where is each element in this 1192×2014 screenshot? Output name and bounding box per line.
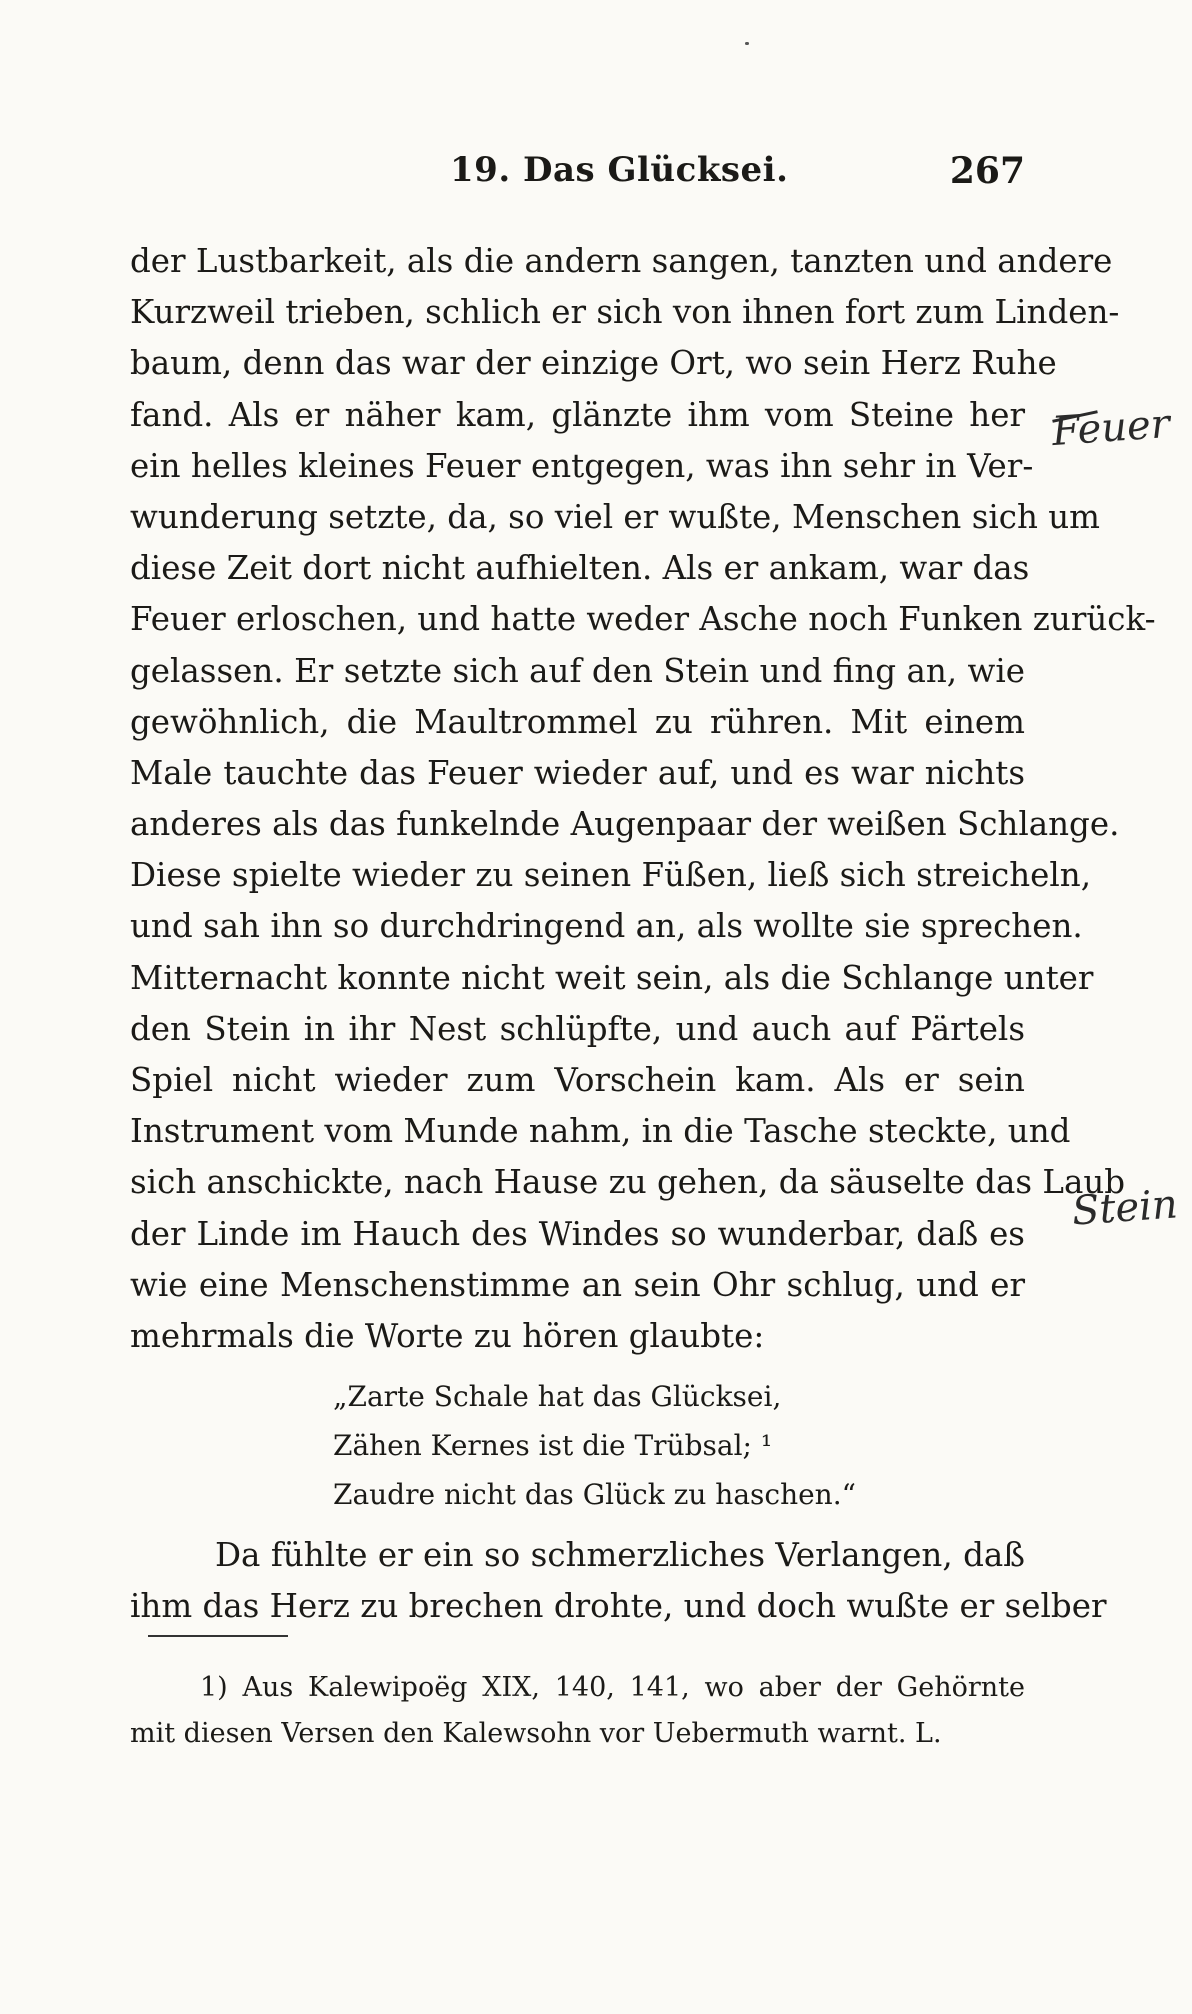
text-line: fand. Als er näher kam, glänzte ihm vom Steine her <box>130 395 1025 434</box>
chapter-title: 19. Das Glücksei. <box>450 150 789 190</box>
footnote-line: 1) Aus Kalewipoëg XIX, 140, 141, wo aber der Gehörnte <box>200 1672 1025 1703</box>
text-line: ein helles kleines Feuer entgegen, was ihn sehr in Ver- <box>130 446 1034 485</box>
text-line: Male tauchte das Feuer wieder auf, und es war nichts <box>130 753 1025 792</box>
text-line: anderes als das funkelnde Augenpaar der weißen Schlange. <box>130 805 1120 844</box>
margin-note-stein: Stein <box>1070 1181 1180 1235</box>
text-line: wie eine Menschenstimme an sein Ohr schlug, und er <box>130 1265 1025 1304</box>
footnote <box>130 1665 1025 1757</box>
text-line: Spiel nicht wieder zum Vorschein kam. Als er sein <box>130 1061 1025 1099</box>
paragraph-two <box>130 1530 1107 1632</box>
text-line: der Lustbarkeit, als die andern sangen, tanzten und andere <box>130 242 1113 280</box>
main-text <box>130 236 1156 1362</box>
verse-line: „Zarte Schale hat das Glücksei, <box>333 1380 782 1413</box>
print-speck <box>745 42 749 45</box>
verse-line: Zaudre nicht das Glück zu haschen.“ <box>333 1478 856 1511</box>
text-line: der Linde im Hauch des Windes so wunderbar, daß es <box>130 1214 1025 1253</box>
text-line: Feuer erloschen, und hatte weder Asche noch Funken zurück- <box>130 600 1156 639</box>
text-line: mehrmals die Worte zu hören glaubte: <box>130 1316 765 1355</box>
text-line: diese Zeit dort nicht aufhielten. Als er ankam, war das <box>130 549 1030 588</box>
text-line: ihm das Herz zu brechen drohte, und doch wußte er selber <box>130 1587 1107 1626</box>
text-line: den Stein in ihr Nest schlüpfte, und auch auf Pärtels <box>130 1009 1025 1048</box>
verse-line: Zähen Kernes ist die Trübsal; ¹ <box>333 1429 773 1462</box>
verse-block <box>333 1372 856 1519</box>
text-line: Instrument vom Munde nahm, in die Tasche steckte, und <box>130 1112 1071 1151</box>
footnote-line: mit diesen Versen den Kalewsohn vor Uebermuth warnt. L. <box>130 1718 942 1749</box>
text-line: Diese spielte wieder zu seinen Füßen, ließ sich streicheln, <box>130 856 1092 895</box>
text-line: wunderung setzte, da, so viel er wußte, Menschen sich um <box>130 497 1100 536</box>
text-line: sich anschickte, nach Hause zu gehen, da säuselte das Laub <box>130 1163 1126 1202</box>
margin-note-feuer: Feuer <box>1050 400 1172 456</box>
text-line: baum, denn das war der einzige Ort, wo sein Herz Ruhe <box>130 344 1057 383</box>
text-line: gewöhnlich, die Maultrommel zu rühren. Mit einem <box>130 702 1025 741</box>
text-line: gelassen. Er setzte sich auf den Stein und fing an, wie <box>130 651 1025 690</box>
page-number: 267 <box>949 150 1025 192</box>
footnote-divider <box>148 1635 288 1637</box>
text-line: Da fühlte er ein so schmerzliches Verlangen, daß <box>215 1536 1025 1574</box>
text-line: Mitternacht konnte nicht weit sein, als die Schlange unter <box>130 958 1094 997</box>
text-line: und sah ihn so durchdringend an, als wollte sie sprechen. <box>130 907 1083 946</box>
text-line: Kurzweil trieben, schlich er sich von ihnen fort zum Linden- <box>130 293 1120 332</box>
running-header <box>130 150 1025 200</box>
